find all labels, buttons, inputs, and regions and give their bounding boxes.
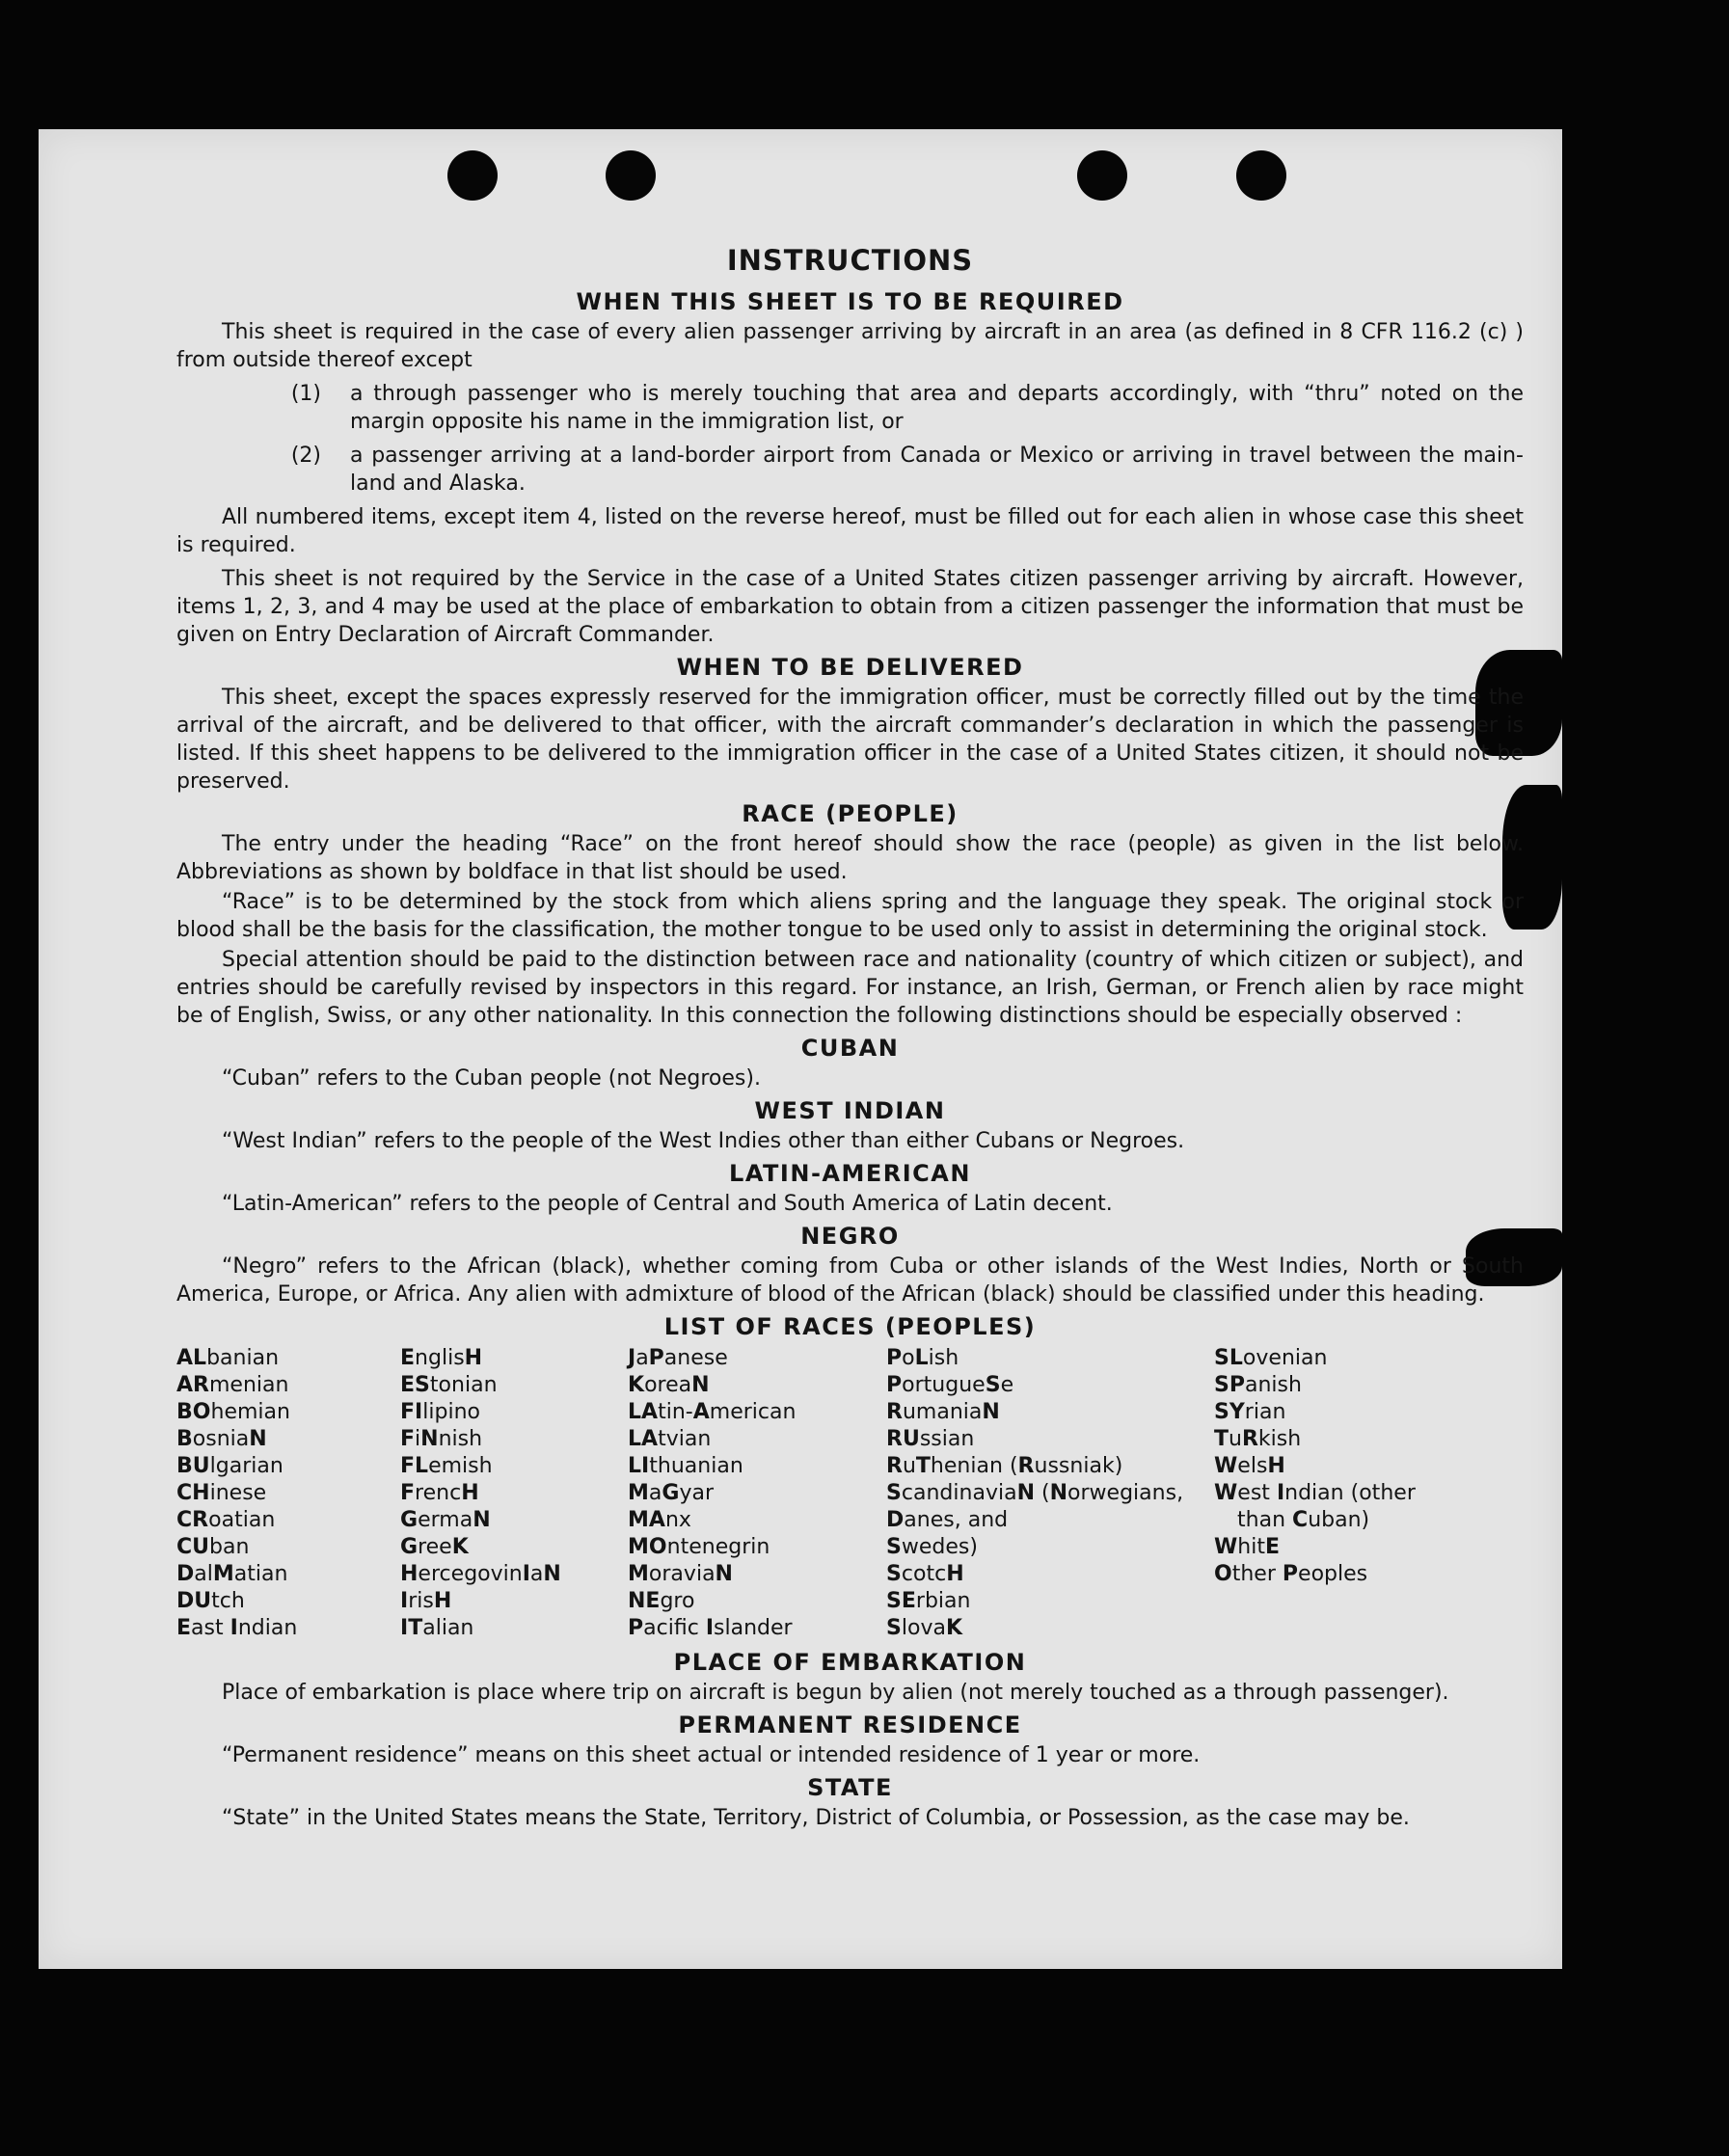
race-entry: Swedes) [886, 1535, 978, 1559]
race-entry: CHinese [176, 1481, 267, 1505]
race-entry: SLovenian [1214, 1346, 1328, 1370]
section-heading: STATE [807, 1774, 893, 1801]
paragraph: Place of embarkation is place where trip on aircraft is begun by alien (not merely touched as a through passenger). [222, 1681, 1449, 1705]
punch-hole [447, 150, 498, 201]
race-entry: than Cuban) [1237, 1508, 1370, 1532]
race-entry: DalMatian [176, 1562, 288, 1586]
page-title: INSTRUCTIONS [726, 244, 974, 277]
race-entry: LAtin-American [628, 1400, 797, 1424]
race-entry: SErbian [886, 1589, 971, 1613]
race-entry: EStonian [400, 1373, 498, 1397]
race-entry: MAnx [628, 1508, 691, 1532]
paragraph: “West Indian” refers to the people of the West Indies other than either Cubans or Negroes. [222, 1129, 1185, 1153]
section-heading: NEGRO [800, 1223, 900, 1250]
race-entry: LIthuanian [628, 1454, 743, 1478]
race-entry: GermaN [400, 1508, 491, 1532]
exception-number: (2) [290, 444, 321, 468]
race-entry: MOntenegrin [628, 1535, 770, 1559]
race-entry: MaGyar [628, 1481, 715, 1505]
section-heading: WEST INDIAN [754, 1097, 946, 1124]
exception-text: a passenger arriving at a land-border airport from Canada or Mexico or arriving in travel between the main-land and Alaska. [350, 444, 1524, 496]
section-heading: WHEN THIS SHEET IS TO BE REQUIRED [576, 288, 1124, 315]
paragraph: This sheet is required in the case of every alien passenger arriving by aircraft in an area (as defined in 8 CFR 116.2 (c) ) from outside thereof except [176, 320, 1524, 372]
race-entry: WhitE [1214, 1535, 1281, 1559]
paragraph: “Cuban” refers to the Cuban people (not Negroes). [222, 1066, 761, 1091]
race-entry: BosniaN [176, 1427, 267, 1451]
exception-item [176, 380, 1524, 436]
race-entry: NEgro [628, 1589, 695, 1613]
race-entry: SYrian [1214, 1400, 1286, 1424]
race-entry: FrencH [400, 1481, 479, 1505]
race-entry: IrisH [400, 1589, 452, 1613]
races-column [886, 1345, 1214, 1642]
races-column [1214, 1345, 1503, 1642]
races-column [628, 1345, 886, 1642]
section-heading: PLACE OF EMBARKATION [673, 1649, 1027, 1676]
race-entry: FiNnish [400, 1427, 483, 1451]
section-heading: WHEN TO BE DELIVERED [676, 654, 1024, 681]
race-entry: Danes, and [886, 1508, 1009, 1532]
document-body [176, 241, 1524, 1834]
race-entry: East Indian [176, 1616, 298, 1640]
paragraph: This sheet, except the spaces expressly reserved for the immigration officer, must be correctly filled out by the time the arrival of the aircraft, and be delivered to that officer, with the aircraft commander’s declaration in which the passenger is listed. If this sheet happens to be delivered to the immigration officer in the case of a United States citizen, it should not be preserved. [176, 686, 1524, 794]
races-column [400, 1345, 628, 1642]
race-entry: ARmenian [176, 1373, 289, 1397]
race-entry: Other Peoples [1214, 1562, 1368, 1586]
race-entry: MoraviaN [628, 1562, 733, 1586]
race-entry: RumaniaN [886, 1400, 1000, 1424]
race-entry: GreeK [400, 1535, 469, 1559]
section-heading: LIST OF RACES (PEOPLES) [663, 1313, 1037, 1340]
paragraph: All numbered items, except item 4, listed on the reverse hereof, must be filled out for each alien in whose case this sheet is required. [176, 505, 1524, 557]
paragraph: “Latin-American” refers to the people of Central and South America of Latin decent. [222, 1192, 1113, 1216]
race-entry: RuThenian (Russniak) [886, 1454, 1123, 1478]
exception-item [176, 442, 1524, 498]
race-entry: SlovaK [886, 1616, 963, 1640]
race-entry: CRoatian [176, 1508, 276, 1532]
punch-hole [1236, 150, 1286, 201]
section-heading: PERMANENT RESIDENCE [678, 1711, 1022, 1738]
race-entry: LAtvian [628, 1427, 712, 1451]
race-entry: SPanish [1214, 1373, 1302, 1397]
race-entry: West Indian (other [1214, 1481, 1416, 1505]
races-list [176, 1345, 1524, 1642]
exception-number: (1) [290, 382, 321, 406]
paragraph: This sheet is not required by the Service in the case of a United States citizen passenger arriving by aircraft. However, items 1, 2, 3, and 4 may be used at the place of embarkation to obtain from a citizen passenger the information that must be given on Entry Declaration of Aircraft Commander. [176, 567, 1524, 647]
race-entry: BOhemian [176, 1400, 290, 1424]
paragraph: “Negro” refers to the African (black), whether coming from Cuba or other islands of the West Indies, North or South America, Europe, or Africa. Any alien with admixture of blood of the African (black) should be classified under this heading. [176, 1254, 1524, 1307]
race-entry: HercegovinIaN [400, 1562, 561, 1586]
section-heading: LATIN-AMERICAN [729, 1160, 971, 1187]
race-entry: TuRkish [1214, 1427, 1302, 1451]
race-entry: BUlgarian [176, 1454, 284, 1478]
race-entry: Pacifc Islander [628, 1616, 793, 1640]
race-entry: DUtch [176, 1589, 245, 1613]
race-entry: PortugueSe [886, 1373, 1014, 1397]
race-entry: PoLish [886, 1346, 959, 1370]
race-entry: CUban [176, 1535, 250, 1559]
race-entry: KoreaN [628, 1373, 710, 1397]
paragraph: “Permanent residence” means on this sheet actual or intended residence of 1 year or more. [222, 1743, 1201, 1767]
race-entry: EnglisH [400, 1346, 483, 1370]
punch-hole [1077, 150, 1127, 201]
paragraph: “State” in the United States means the State, Territory, District of Columbia, or Possession, as the case may be. [222, 1806, 1410, 1830]
race-entry: ITalian [400, 1616, 474, 1640]
race-entry: FLemish [400, 1454, 493, 1478]
punch-hole [606, 150, 656, 201]
paragraph: Special attention should be paid to the distinction between race and nationality (country of which citizen or subject), and entries should be carefully revised by inspectors in this regard. For instance, an Irish, German, or French alien by race might be of English, Swiss, or any other nationality. In this connection the following distinctions should be especially observed : [176, 948, 1524, 1028]
races-column [176, 1345, 400, 1642]
paragraph: The entry under the heading “Race” on the front hereof should show the race (people) as given in the list below. Abbreviations as shown by boldface in that list should be used. [176, 832, 1524, 884]
race-entry: ALbanian [176, 1346, 280, 1370]
race-entry: WelsH [1214, 1454, 1285, 1478]
race-entry: JaPanese [628, 1346, 728, 1370]
race-entry: ScandinaviaN (Norwegians, [886, 1481, 1184, 1505]
race-entry: RUssian [886, 1427, 975, 1451]
section-heading: CUBAN [800, 1035, 900, 1062]
race-entry: FIlipino [400, 1400, 480, 1424]
race-entry: ScotcH [886, 1562, 964, 1586]
paragraph: “Race” is to be determined by the stock from which aliens spring and the language they speak. The original stock or blood shall be the basis for the classification, the mother tongue to be used only to assist in determining the original stock. [176, 890, 1524, 942]
exception-text: a through passenger who is merely touching that area and departs accordingly, with “thru” noted on the margin opposite his name in the immigration list, or [350, 382, 1524, 434]
instruction-sheet [39, 129, 1562, 1969]
section-heading: RACE (PEOPLE) [742, 800, 959, 827]
